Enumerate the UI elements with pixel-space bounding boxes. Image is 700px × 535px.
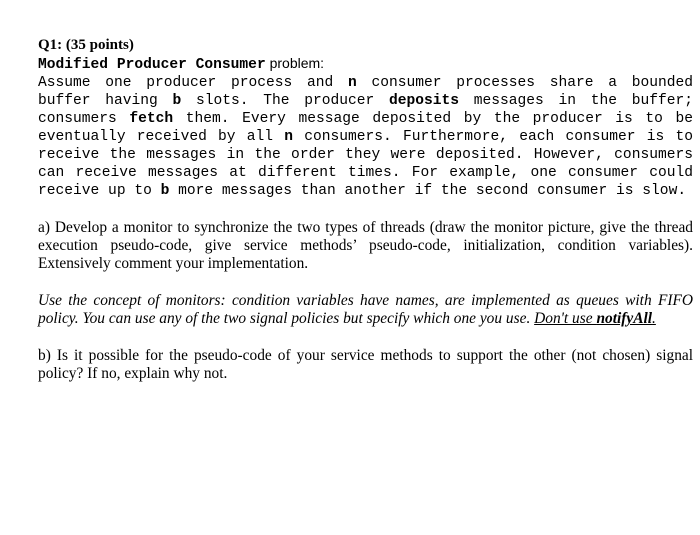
question-document: [38, 36, 693, 383]
problem-text-7: more messages than another if the second consumer is slow.: [169, 183, 687, 199]
problem-statement: [38, 74, 693, 200]
problem-fetch: fetch: [129, 111, 174, 127]
spacer: [38, 273, 693, 292]
problem-deposits: deposits: [388, 93, 460, 109]
part-a: a) Develop a monitor to synchronize the two types of threads (draw the monitor picture, give the thread execution pseudo-code, give service methods’ pseudo-code, initialization, condition variables). Extensively comment your implementation.: [38, 219, 693, 272]
problem-b-1: b: [172, 93, 182, 109]
problem-text-6: consumers. Furthermore, each consumer is to receive the messages in the order they were deposited. However, consumers can receive messages at different times. For example, one consumer could receive up to: [38, 129, 693, 199]
question-title: Q1: (35 points): [38, 37, 134, 53]
spacer: [38, 200, 693, 219]
monitor-note-period: .: [652, 310, 656, 327]
problem-text-2: consumer processes share a bounded buffer having: [38, 75, 693, 109]
problem-heading-rest: problem:: [265, 55, 325, 71]
problem-n-2: n: [284, 129, 293, 145]
monitor-note-text: Use the concept of monitors: condition variables have names, are implemented as queues with FIFO policy. You can use any of the two signal policies but specify which one you use.: [38, 292, 693, 327]
monitor-note: [38, 292, 693, 328]
monitor-note-notifyall: notifyAll: [596, 310, 653, 327]
monitor-note-dont-use: Don't use: [534, 310, 597, 327]
problem-heading: [38, 54, 693, 74]
monitor-note-warning: [534, 310, 656, 327]
spacer: [38, 328, 693, 347]
part-b: b) Is it possible for the pseudo-code of your service methods to support the other (not chosen) signal policy? If no, explain why not.: [38, 347, 693, 382]
problem-text-3: slots. The producer: [181, 93, 389, 109]
problem-n-1: n: [347, 75, 357, 91]
problem-text-1: Assume one producer process and: [38, 75, 348, 91]
problem-b-2: b: [160, 183, 170, 199]
problem-text-4: messages in the buffer; consumers: [38, 93, 693, 127]
problem-heading-bold: Modified Producer Consumer: [38, 57, 266, 73]
problem-text-5: them. Every message deposited by the producer is to be eventually received by all: [38, 111, 693, 145]
